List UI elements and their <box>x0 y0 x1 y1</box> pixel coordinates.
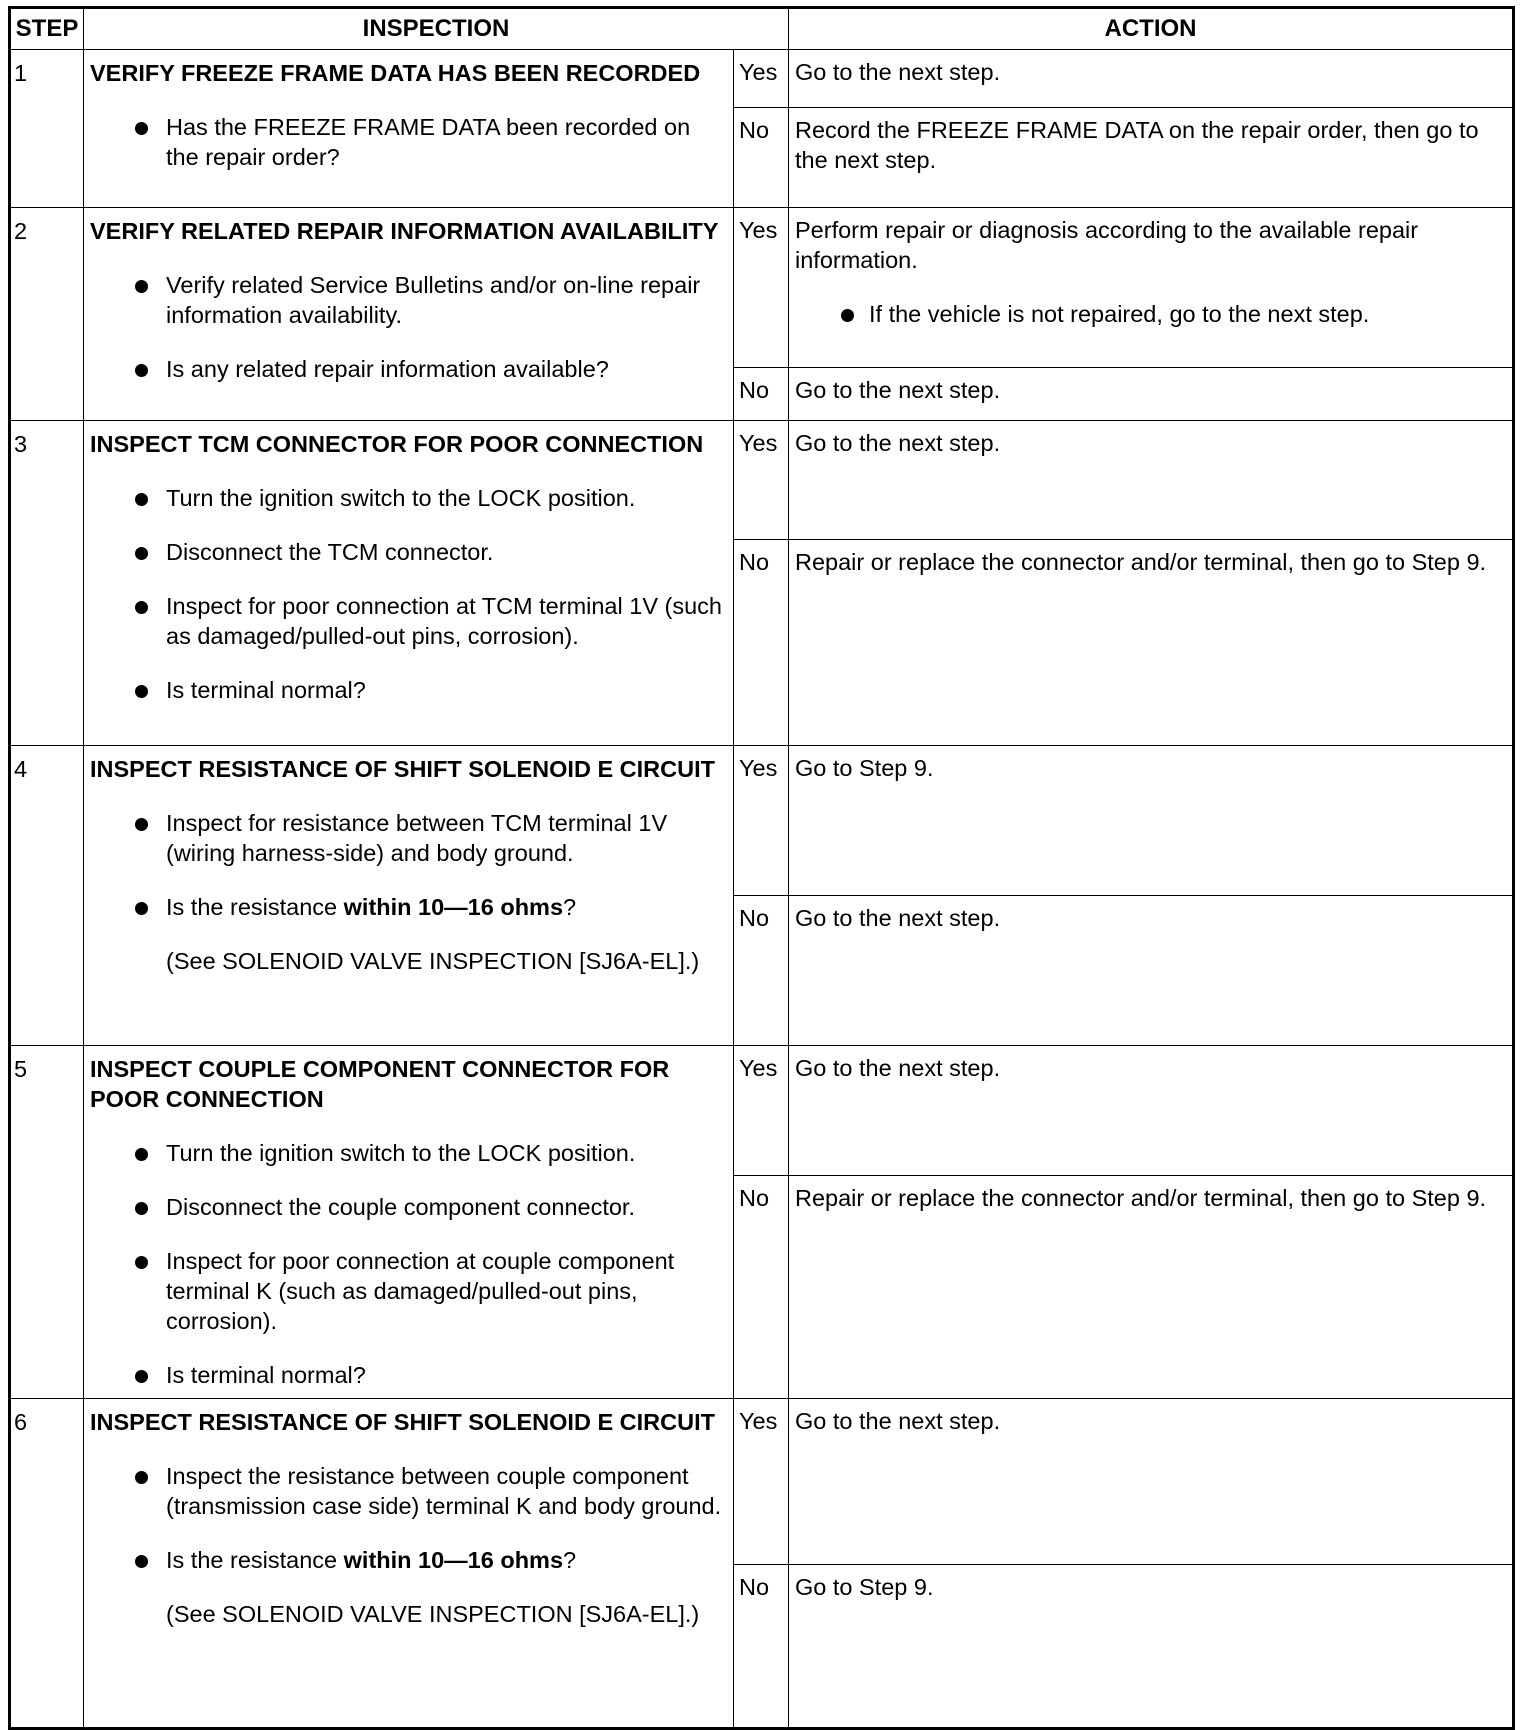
bullet-item: Turn the ignition switch to the LOCK position. <box>90 483 725 513</box>
bullet-item-question <box>90 892 725 922</box>
step-number: 6 <box>10 1399 84 1729</box>
inspection-cell <box>84 1046 734 1399</box>
bullet-item: Verify related Service Bulletins and/or on-line repair information availability. <box>90 270 725 330</box>
inspection-cell <box>84 746 734 1046</box>
inspection-bullets <box>90 270 725 384</box>
inspection-bullets <box>90 483 725 705</box>
no-action: Repair or replace the connector and/or terminal, then go to Step 9. <box>789 540 1514 746</box>
header-inspection: INSPECTION <box>84 8 789 50</box>
step-number: 1 <box>10 50 84 208</box>
step-4-yes-row <box>10 746 1514 896</box>
question-suffix: ? <box>563 1547 577 1573</box>
yes-action: Go to the next step. <box>789 50 1514 108</box>
yes-label: Yes <box>734 421 789 540</box>
inspection-title: INSPECT TCM CONNECTOR FOR POOR CONNECTION <box>90 431 704 457</box>
bullet-item: Is terminal normal? <box>90 675 725 705</box>
step-number: 4 <box>10 746 84 1046</box>
header-step: STEP <box>10 8 84 50</box>
step-number: 2 <box>10 208 84 421</box>
bullet-item: Is terminal normal? <box>90 1360 725 1390</box>
step-5-yes-row <box>10 1046 1514 1176</box>
inspection-title: VERIFY FREEZE FRAME DATA HAS BEEN RECORDED <box>90 60 701 86</box>
inspection-title: INSPECT RESISTANCE OF SHIFT SOLENOID E CIRCUIT <box>90 1409 715 1435</box>
bullet-item-question <box>90 1545 725 1575</box>
yes-label: Yes <box>734 1399 789 1565</box>
bullet-item: Inspect the resistance between couple component (transmission case side) terminal K and body ground. <box>90 1461 725 1521</box>
no-action: Repair or replace the connector and/or terminal, then go to Step 9. <box>789 1176 1514 1399</box>
bullet-item: Disconnect the couple component connector. <box>90 1192 725 1222</box>
no-label: No <box>734 368 789 421</box>
question-prefix: Is the resistance <box>166 1547 344 1573</box>
yes-action: Perform repair or diagnosis according to the available repair information. <box>795 217 1419 273</box>
inspection-cell <box>84 208 734 421</box>
bullet-item: Inspect for poor connection at couple component terminal K (such as damaged/pulled-out pins, corrosion). <box>90 1246 725 1336</box>
yes-action: Go to Step 9. <box>789 746 1514 896</box>
step-1-yes-row <box>10 50 1514 108</box>
step-2-yes-row <box>10 208 1514 368</box>
no-action: Record the FREEZE FRAME DATA on the repair order, then go to the next step. <box>789 108 1514 208</box>
inspection-bullets <box>90 1461 725 1575</box>
question-suffix: ? <box>563 894 577 920</box>
yes-label: Yes <box>734 746 789 896</box>
no-label: No <box>734 108 789 208</box>
yes-action: Go to the next step. <box>789 1399 1514 1565</box>
no-label: No <box>734 1176 789 1399</box>
inspection-cell <box>84 50 734 208</box>
inspection-title: INSPECT RESISTANCE OF SHIFT SOLENOID E CIRCUIT <box>90 756 715 782</box>
step-number: 5 <box>10 1046 84 1399</box>
no-action: Go to Step 9. <box>789 1565 1514 1729</box>
yes-action-cell <box>789 208 1514 368</box>
action-bullets <box>795 299 1506 329</box>
inspection-cell <box>84 1399 734 1729</box>
yes-action: Go to the next step. <box>789 421 1514 540</box>
step-number: 3 <box>10 421 84 746</box>
bullet-item: Inspect for resistance between TCM terminal 1V (wiring harness-side) and body ground. <box>90 808 725 868</box>
no-action: Go to the next step. <box>789 368 1514 421</box>
no-action: Go to the next step. <box>789 896 1514 1046</box>
inspection-bullets <box>90 1138 725 1390</box>
bullet-item: Turn the ignition switch to the LOCK position. <box>90 1138 725 1168</box>
diagnostic-table <box>8 6 1515 1730</box>
no-label: No <box>734 1565 789 1729</box>
inspection-title: INSPECT COUPLE COMPONENT CONNECTOR FOR POOR CONNECTION <box>90 1056 670 1112</box>
no-label: No <box>734 540 789 746</box>
inspection-bullets <box>90 112 725 172</box>
question-bold: within 10—16 ohms <box>343 894 564 920</box>
step-6-yes-row <box>10 1399 1514 1565</box>
yes-label: Yes <box>734 1046 789 1176</box>
step-3-yes-row <box>10 421 1514 540</box>
question-bold: within 10—16 ohms <box>343 1547 564 1573</box>
yes-action: Go to the next step. <box>789 1046 1514 1176</box>
bullet-item: Inspect for poor connection at TCM terminal 1V (such as damaged/pulled-out pins, corrosion). <box>90 591 725 651</box>
bullet-item: Is any related repair information available? <box>90 354 725 384</box>
question-prefix: Is the resistance <box>166 894 344 920</box>
bullet-item: Disconnect the TCM connector. <box>90 537 725 567</box>
inspection-title: VERIFY RELATED REPAIR INFORMATION AVAILABILITY <box>90 218 719 244</box>
bullet-item: Has the FREEZE FRAME DATA been recorded on the repair order? <box>90 112 725 172</box>
reference-note: (See SOLENOID VALVE INSPECTION [SJ6A-EL].) <box>166 948 700 974</box>
inspection-bullets <box>90 808 725 922</box>
action-bullet-item: If the vehicle is not repaired, go to the next step. <box>795 299 1506 329</box>
reference-note: (See SOLENOID VALVE INSPECTION [SJ6A-EL].) <box>166 1601 700 1627</box>
yes-label: Yes <box>734 208 789 368</box>
header-row <box>10 8 1514 50</box>
yes-label: Yes <box>734 50 789 108</box>
inspection-cell <box>84 421 734 746</box>
no-label: No <box>734 896 789 1046</box>
header-action: ACTION <box>789 8 1514 50</box>
